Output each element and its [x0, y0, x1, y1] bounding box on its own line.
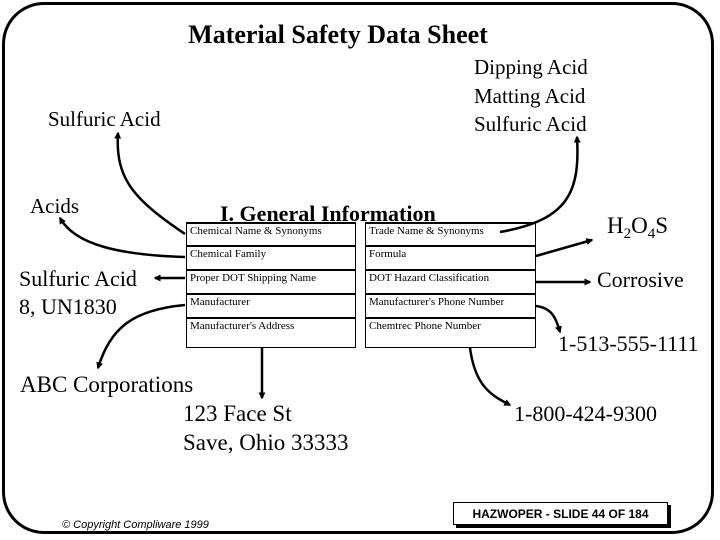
chemtrec-phone-label: 1-800-424-9300	[514, 401, 657, 426]
trade-name-3: Sulfuric Acid	[474, 112, 587, 136]
manufacturer-label: ABC Corporations	[20, 372, 194, 397]
shipping-name-line-2: 8, UN1830	[19, 294, 117, 319]
arrow-to-formula	[536, 240, 592, 256]
shipping-name-line-1: Sulfuric Acid	[19, 266, 137, 291]
copyright-notice: © Copyright Compliware 1999	[62, 519, 209, 531]
arrow-to-manufacturer	[98, 305, 185, 368]
address-line-1: 123 Face St	[183, 401, 292, 426]
field-chemtrec-phone: Chemtrec Phone Number	[365, 318, 536, 348]
trade-name-1: Dipping Acid	[474, 55, 588, 79]
chemical-family-label: Acids	[30, 194, 79, 218]
field-trade-name: Trade Name & Synonyms	[365, 222, 536, 246]
chemical-formula: $H_2O_4S$	[607, 213, 669, 242]
field-manufacturer: Manufacturer	[186, 294, 356, 318]
trade-name-2: Matting Acid	[474, 84, 586, 108]
arrow-to-chemical-family	[60, 218, 185, 257]
hazard-class-label: Corrosive	[597, 267, 684, 292]
arrow-to-trade-names	[500, 137, 577, 232]
field-formula: Formula	[365, 246, 536, 270]
chemical-name-label: Sulfuric Acid	[48, 107, 161, 131]
address-line-2: Save, Ohio 33333	[183, 430, 349, 455]
field-chemical-family: Chemical Family	[186, 246, 356, 270]
slide-title: Material Safety Data Sheet	[188, 20, 488, 49]
form-heading: I. General Information	[220, 201, 436, 226]
field-shipping-name: Proper DOT Shipping Name	[186, 270, 356, 294]
field-chemical-name: Chemical Name & Synonyms	[186, 222, 356, 246]
field-manufacturer-phone: Manufacturer's Phone Number	[365, 294, 536, 318]
field-hazard-class: DOT Hazard Classification	[365, 270, 536, 294]
manufacturer-phone-label: 1-513-555-1111	[558, 331, 699, 356]
arrow-to-chemtrec-phone	[470, 348, 510, 405]
field-manufacturer-address: Manufacturer's Address	[186, 318, 356, 348]
arrow-to-chemical-name	[118, 133, 185, 234]
slide-number-badge: HAZWOPER - SLIDE 44 OF 184	[453, 502, 668, 525]
arrow-to-manufacturer-phone	[536, 306, 560, 332]
